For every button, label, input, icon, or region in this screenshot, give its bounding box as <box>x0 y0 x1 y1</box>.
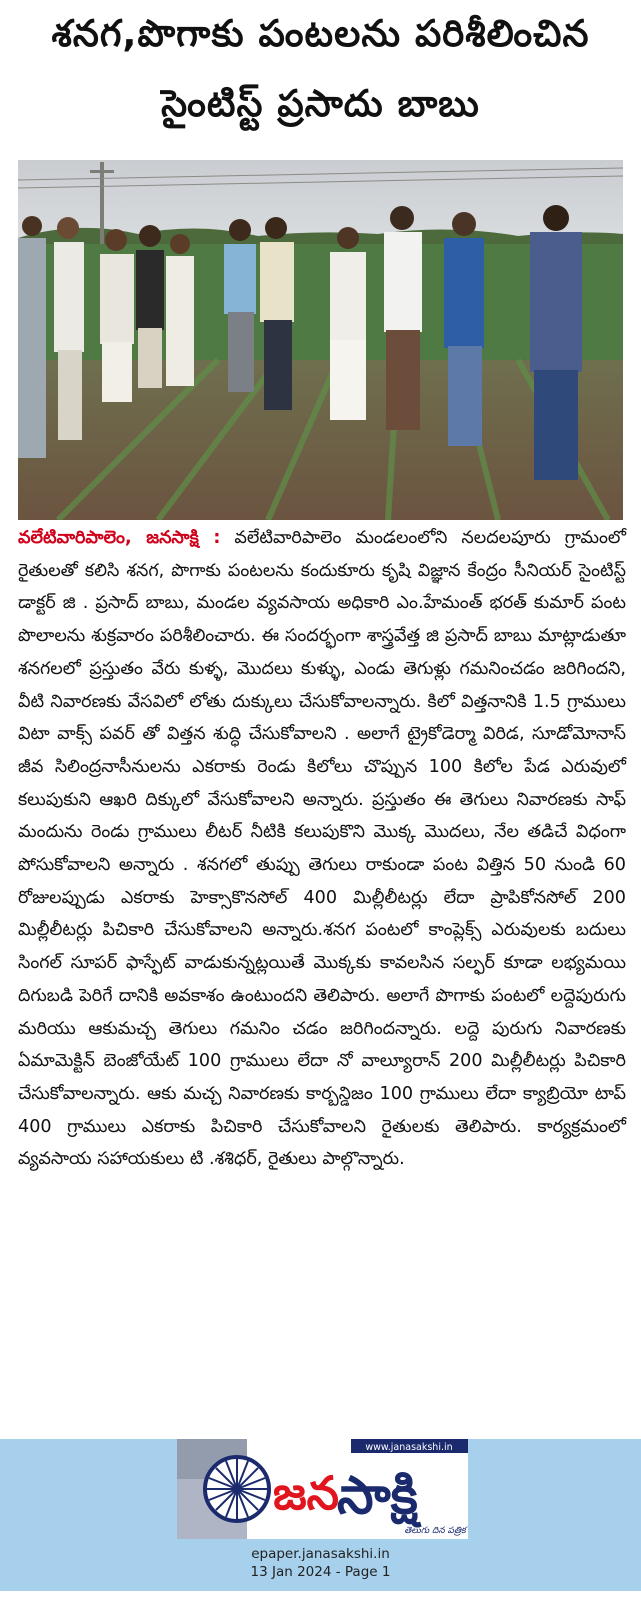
logo-url: www.janasakshi.in <box>365 1442 453 1453</box>
logo-name-part1: జన <box>273 1466 339 1520</box>
ashoka-chakra-icon <box>205 1457 269 1521</box>
article-dateline: వలేటివారిపాలెం, జనసాక్షి : <box>18 528 221 548</box>
footer-date-page: 13 Jan 2024 - Page 1 <box>250 1564 391 1580</box>
article-text: వలేటివారిపాలెం మండలంలోని నలదలపూరు గ్రామంలో రైతులతో కలిసి శనగ, పొగాకు పంటలను కందుకూరు కృషి విజ్ఞాన కేంద్రం సీనియర్ సైంటిస్ట్ డాక్టర్ జి . ప్రసాద్ బాబు, మండల వ్యవసాయ అధికారి ఎం.హేమంత్ భరత్ కుమార్ పంట పొలాలను శుక్రవారం పరిశీలించారు. ఈ సందర్భంగా శాస్త్రవేత్త జి ప్రసాద్ బాబు మాట్లాడుతూ శనగలలో ప్రస్తుతం వేరు కుళ్ళ, మొదలు కుళ్ళు, ఎండు తెగుళ్లు గమనించడం జరిగిందని, వీటి నివారణకు వేసవిలో లోతు దుక్కులు చేసుకోవాలన్నారు. కిలో విత్తనానికి 1.5 గ్రాములు విటా వాక్స్ పవర్ తో విత్తన శుద్ధి చేసుకోవాలని . అలాగే ట్రైకోడెర్మా విరిడ, సూడోమోనాస్ జీవ సిలింద్రనాసీనులను ఎకరాకు రెండు కిలోలు చొప్పున 100 కిలోల పేడ ఎరువులో కలుపుకుని ఆఖరి దిక్కులో వేసుకోవాలని అన్నారు. ప్రస్తుతం ఈ తెగులు నివారణకు సాఫ్ మందును రెండు గ్రాములు లీటర్ నీటికి కలుపుకొని మొక్క మొదలు, నేల తడిచే విధంగా పోసుకోవాలని అన్నారు . శనగలో తుప్పు తెగులు రాకుండా పంట విత్తిన 50 నుండి 60 రోజులప్పుడు ఎకరాకు హెక్సాకొనసోల్ 400 మిల్లీలీటర్లు లేదా ప్రాపికోనసోల్ 200 మిల్లీలీటర్లు పిచికారి చేసుకోవాలని అన్నారు.శనగ పంటలో కాంప్లెక్స్ ఎరువులకు బదులు సింగల్ సూపర్ ఫాస్ఫేట్ వాడుకున్నట్లయితే మొక్కకు కావలసిన సల్ఫర్ కూడా లభ్యమయి దిగుబడి పెరిగే దానికి అవకాశం ఉంటుందని తెలిపారు. అలాగే పొగాకు పంటలో లద్దెపురుగు మరియు ఆకుమచ్చ తెగులు గమనిం చడం జరిగిందన్నారు. లద్దె పురుగు నివారణకు ఏమామెక్టిన్ బెంజోయేట్ 100 గ్రాములు లేదా నో వాల్యూరాన్ 200 మిల్లీలీటర్లు పిచికారి చేసుకోవాలన్నారు. ఆకు మచ్చ నివారణకు కార్బన్డిజం 100 గ్రాములు లేదా క్యాబ్రియో టాప్ 400 గ్రాములు ఎకరాకు పిచికారి చేసుకోవాలని రైతులకు తెలిపారు. కార్యక్రమంలో వ్యవసాయ సహాయకులు టి .శశిధర్, రైతులు పాల్గొన్నారు. <box>18 528 626 1170</box>
farm-field-photo <box>18 160 623 520</box>
janasakshi-logo[interactable] <box>177 1439 468 1539</box>
headline <box>0 0 641 136</box>
logo-name-part2: సాక్షి <box>337 1466 418 1526</box>
farm-field-illustration <box>18 160 623 520</box>
footer-site[interactable]: epaper.janasakshi.in <box>251 1546 390 1562</box>
article-body <box>18 522 626 1176</box>
logo-tagline: తెలుగు దిన పత్రిక <box>404 1526 466 1536</box>
headline-line-1: శనగ,పొగాకు పంటలను పరిశీలించిన <box>51 12 590 55</box>
headline-line-2: సైంటిస్ట్ ప్రసాదు బాబు <box>161 82 480 125</box>
